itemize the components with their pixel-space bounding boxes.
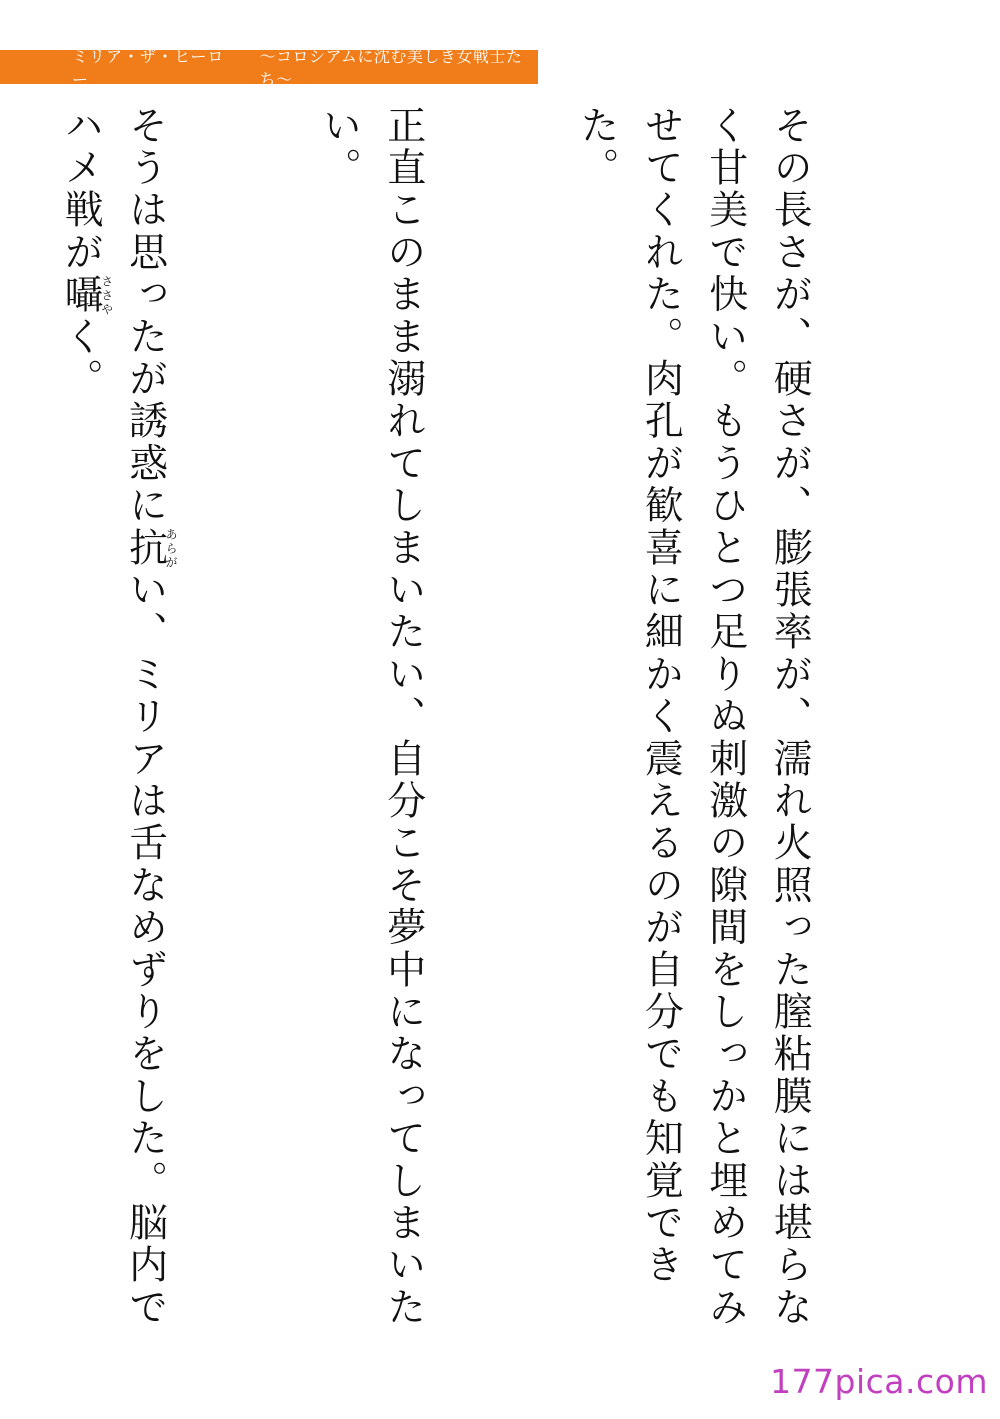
site-watermark: 177pica.com xyxy=(770,1362,988,1401)
paragraph-3-end: く。 xyxy=(58,316,104,401)
paragraph-3-start: そうは思ったが誘惑に xyxy=(122,105,168,527)
paragraph-2: 正直このまま溺れてしまいたい、自分こそ夢中になってしまいたい。 xyxy=(316,105,426,1329)
ruby-sasayaku: 囁ささや xyxy=(58,273,114,317)
ruby-aragai: 抗あらが xyxy=(122,527,179,570)
paragraph-1: その長さが、硬さが、膨張率が、濡れ火照った膣粘膜には堪らなく甘美で快い。もうひとつ足りぬ刺激の隙間をしっかと埋めてみせてくれた。肉孔が歓喜に細かく震えるのが自分でも知覚できた。 xyxy=(573,105,813,1329)
book-subtitle: ～コロシアムに沈む美しき女戦士たち～ xyxy=(259,47,523,89)
paragraph-3 xyxy=(48,105,177,1355)
paragraph-3-middle: い、ミリアは舌なめずりをした。脳内でハメ戦が xyxy=(58,105,168,1329)
running-header xyxy=(0,47,538,89)
book-title: ミリア・ザ・ヒーロー xyxy=(72,47,225,89)
novel-body-text xyxy=(58,105,950,1355)
